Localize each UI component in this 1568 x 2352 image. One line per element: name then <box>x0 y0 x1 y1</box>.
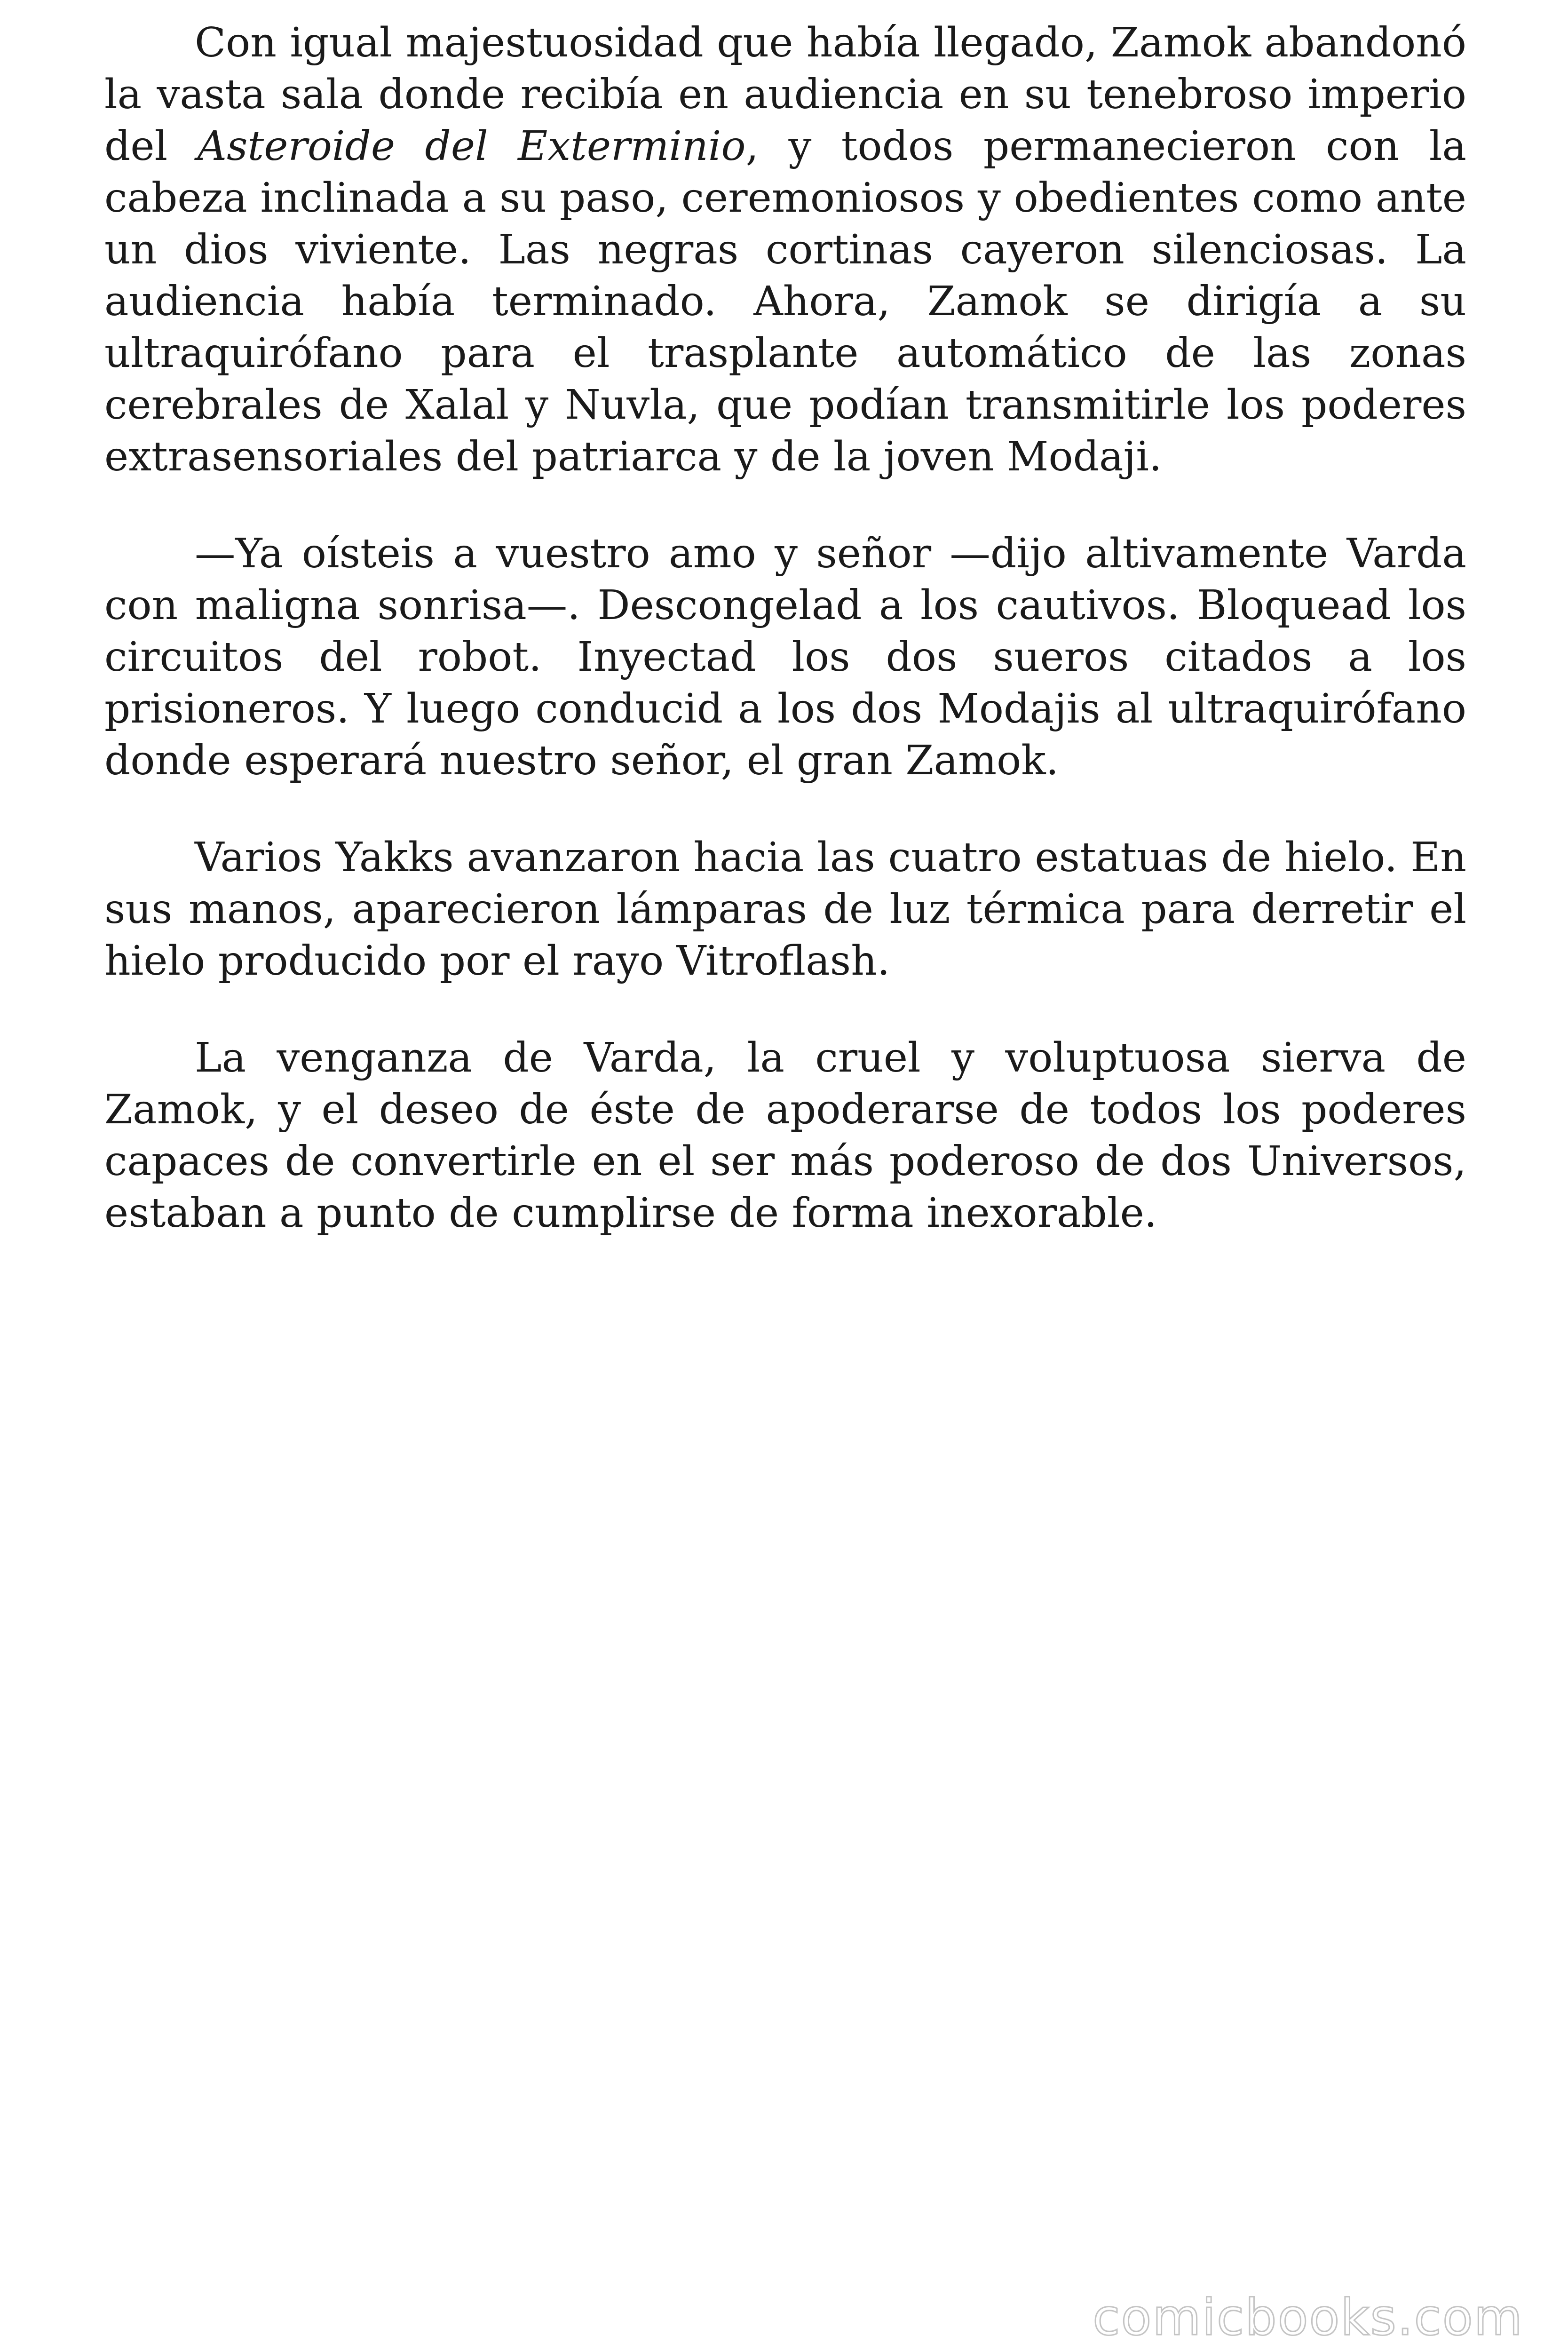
watermark: comicbooks.com <box>1093 2288 1523 2346</box>
paragraph-2: —Ya oísteis a vuestro amo y señor —dijo altivamente Varda con maligna sonrisa—. Descongelad a los cautivos. Bloquead los circuitos del robot. Inyectad los dos sueros citados a los prisioneros. Y luego conducid a los dos Modajis al ultraquirófano donde esperará nuestro señor, el gran Zamok. <box>104 530 1466 784</box>
paragraph-3: Varios Yakks avanzaron hacia las cuatro estatuas de hielo. En sus manos, aparecieron lámparas de luz térmica para derretir el hielo producido por el rayo Vitroflash. <box>104 834 1466 985</box>
paragraph-4: La venganza de Varda, la cruel y voluptuosa sierva de Zamok, y el deseo de éste de apoderarse de todos los poderes capaces de convertirle en el ser más poderoso de dos Universos, estaban a punto de cumplirse de forma inexorable. <box>104 1034 1466 1237</box>
page-text <box>104 17 1466 1284</box>
paragraph-1 <box>104 17 1466 483</box>
paragraph-1-end: , y todos permanecieron con la cabeza inclinada a su paso, ceremoniosos y obedientes como ante un dios viviente. Las negras cortinas cayeron silenciosas. La audiencia había terminado. Ahora, Zamok se dirigía a su ultraquirófano para el trasplante automático de las zonas cerebrales de Xalal y Nuvla, que podían transmitirle los poderes extrasensoriales del patriarca y de la joven Modaji. <box>104 123 1466 480</box>
paragraph-1-start: Con igual majestuosidad que había llegado, Zamok abandonó la vasta sala donde recibía en audiencia en su tenebroso imperio del <box>104 19 1466 170</box>
paragraph-1-italic-title: Asteroide del Exterminio <box>197 123 746 170</box>
